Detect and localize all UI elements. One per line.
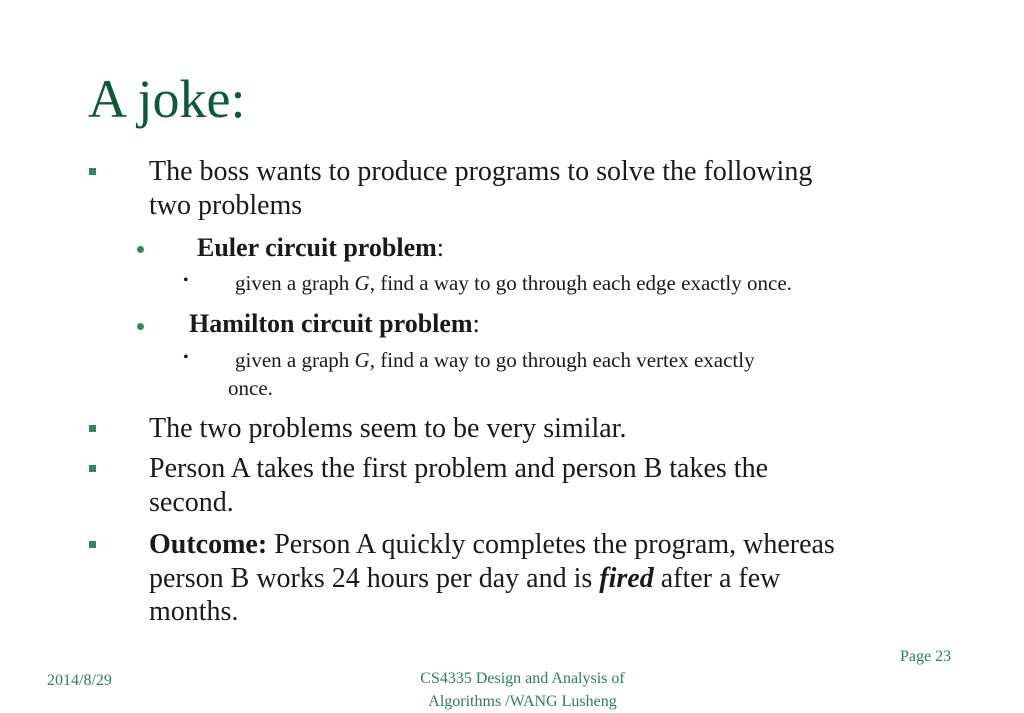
boss-line-2: two problems	[149, 189, 303, 221]
persons-line-1: Person A takes the first problem and person B takes the	[149, 453, 768, 484]
bullet-boss-text	[149, 155, 812, 222]
bullet-persons-text	[149, 452, 768, 519]
ham-desc-post: , find a way to go through each vertex exactly	[369, 348, 755, 372]
dot-bullet-icon	[137, 246, 144, 253]
euler-colon: :	[436, 233, 444, 262]
euler-desc-pre: given a graph	[235, 271, 355, 295]
fired-word: fired	[599, 562, 654, 594]
euler-desc-post: , find a way to go through each edge exactly once.	[369, 271, 792, 295]
outcome-line-1: Person A quickly completes the program, whereas	[267, 529, 835, 560]
square-bullet-icon	[89, 425, 96, 432]
boss-line-1: The boss wants to produce programs to solve the following	[149, 156, 813, 187]
hamilton-label: Hamilton circuit problem	[189, 309, 473, 338]
bullet-similar-text: The two problems seem to be very similar.	[149, 413, 627, 444]
hamilton-heading	[189, 308, 480, 339]
footer-course-line2: Algorithms /WANG Lusheng	[428, 693, 617, 711]
outcome-label: Outcome:	[149, 529, 268, 560]
square-bullet-icon	[89, 465, 96, 472]
euler-description	[235, 271, 792, 296]
dot-bullet-icon	[137, 323, 144, 330]
slide-title: A joke:	[88, 69, 246, 129]
euler-heading	[197, 232, 444, 263]
square-bullet-icon	[89, 541, 96, 548]
footer-course-line1: CS4335 Design and Analysis of	[420, 670, 625, 687]
hamilton-description	[235, 348, 755, 373]
small-bullet-icon: •	[183, 272, 189, 289]
square-bullet-icon	[89, 168, 96, 175]
footer-date: 2014/8/29	[47, 672, 112, 689]
bullet-outcome-text	[149, 528, 835, 629]
euler-desc-var: G	[354, 271, 370, 295]
ham-desc-pre: given a graph	[235, 348, 355, 372]
outcome-line-2-pre: person B works 24 hours per day and is	[149, 562, 600, 594]
footer-course	[380, 667, 665, 713]
ham-desc-var: G	[354, 348, 370, 372]
persons-line-2: second.	[149, 486, 234, 518]
hamilton-colon: :	[472, 309, 480, 338]
page-number: Page 23	[900, 648, 952, 665]
outcome-line-3: months.	[149, 596, 239, 628]
small-bullet-icon: •	[183, 349, 189, 366]
euler-label: Euler circuit problem	[197, 233, 437, 262]
hamilton-description-line2: once.	[228, 376, 273, 400]
outcome-line-2-post: after a few	[653, 562, 781, 594]
